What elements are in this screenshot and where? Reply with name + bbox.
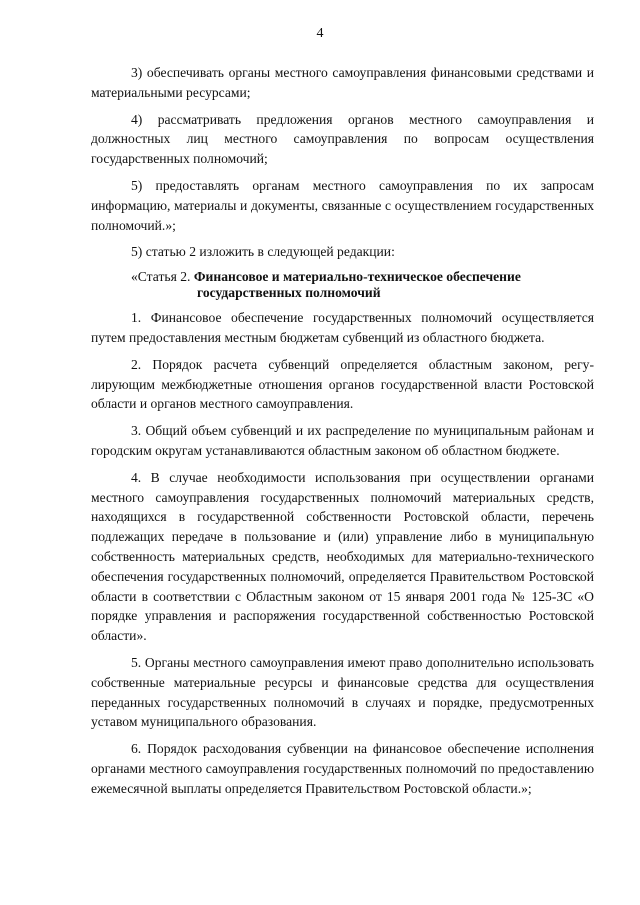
article-heading xyxy=(91,269,594,301)
document-body xyxy=(91,63,594,806)
list-item-4: 4) рассматривать предложения органов местного самоуправления и должностных лиц местного самоуправления по вопросам осуществления государственных полномочий; xyxy=(91,111,594,167)
article-clause-6: 6. Порядок расходования субвенции на финансовое обеспечение исполнения органами местного самоуправления государственных полномочий по предоставлению ежемесячной выплаты определяется Правительством Ростовской области.»; xyxy=(91,741,594,796)
page-number: 4 xyxy=(316,26,324,41)
article-clause-4: 4. В случае необходимости использования при осуществлении органами местного самоуправления государственных полномочий материальных средств, находящихся в государственной собственности Ростовской области, перечень подлежащих передаче в пользование и (или) управление либо в муниципальную собственность материальных средств, необходимых для материально-технического обеспечения государственных полномочий, определяется Правительством Ростовской области в соответствии с Областным законом от 15 января 2001 года № 125-ЗС «О порядке управления и распоряжения государственной собственностью Ростовской области». xyxy=(91,469,594,644)
article-clause-5: 5. Органы местного самоуправления имеют право дополнительно использовать собственные материальные ресурсы и финансовые средства для осуществления переданных государственных полномочий в случаях и порядке, предусмотренных уставом муниципального образования. xyxy=(91,654,594,730)
list-item-3: 3) обеспечивать органы местного самоуправления финансовыми средствами и материальными ресурсами; xyxy=(91,65,594,100)
list-item-5: 5) предоставлять органам местного самоуправления по их запросам информацию, материалы и документы, связанные с осуществлением государственных полномочий.»; xyxy=(91,177,594,233)
article-clause-2: 2. Порядок расчета субвенций определяется областным законом, регулирующим межбюджетные отношения органов государственной власти Ростовской области и органов местного самоуправления. xyxy=(91,356,594,412)
article-title-continuation: государственных полномочий xyxy=(197,285,381,301)
article-clause-3: 3. Общий объем субвенций и их распределение по муниципальным районам и городским округам устанавливаются областным законом об областном бюджете. xyxy=(91,423,594,458)
article-clause-1: 1. Финансовое обеспечение государственных полномочий осуществляется путем предоставления местным бюджетам субвенций из областного бюджета. xyxy=(91,310,594,345)
article-title: Финансовое и материально-техническое обеспечение xyxy=(193,269,521,285)
amendment-item-5: 5) статью 2 изложить в следующей редакции: xyxy=(131,244,395,260)
article-prefix: «Статья 2. xyxy=(131,269,194,285)
